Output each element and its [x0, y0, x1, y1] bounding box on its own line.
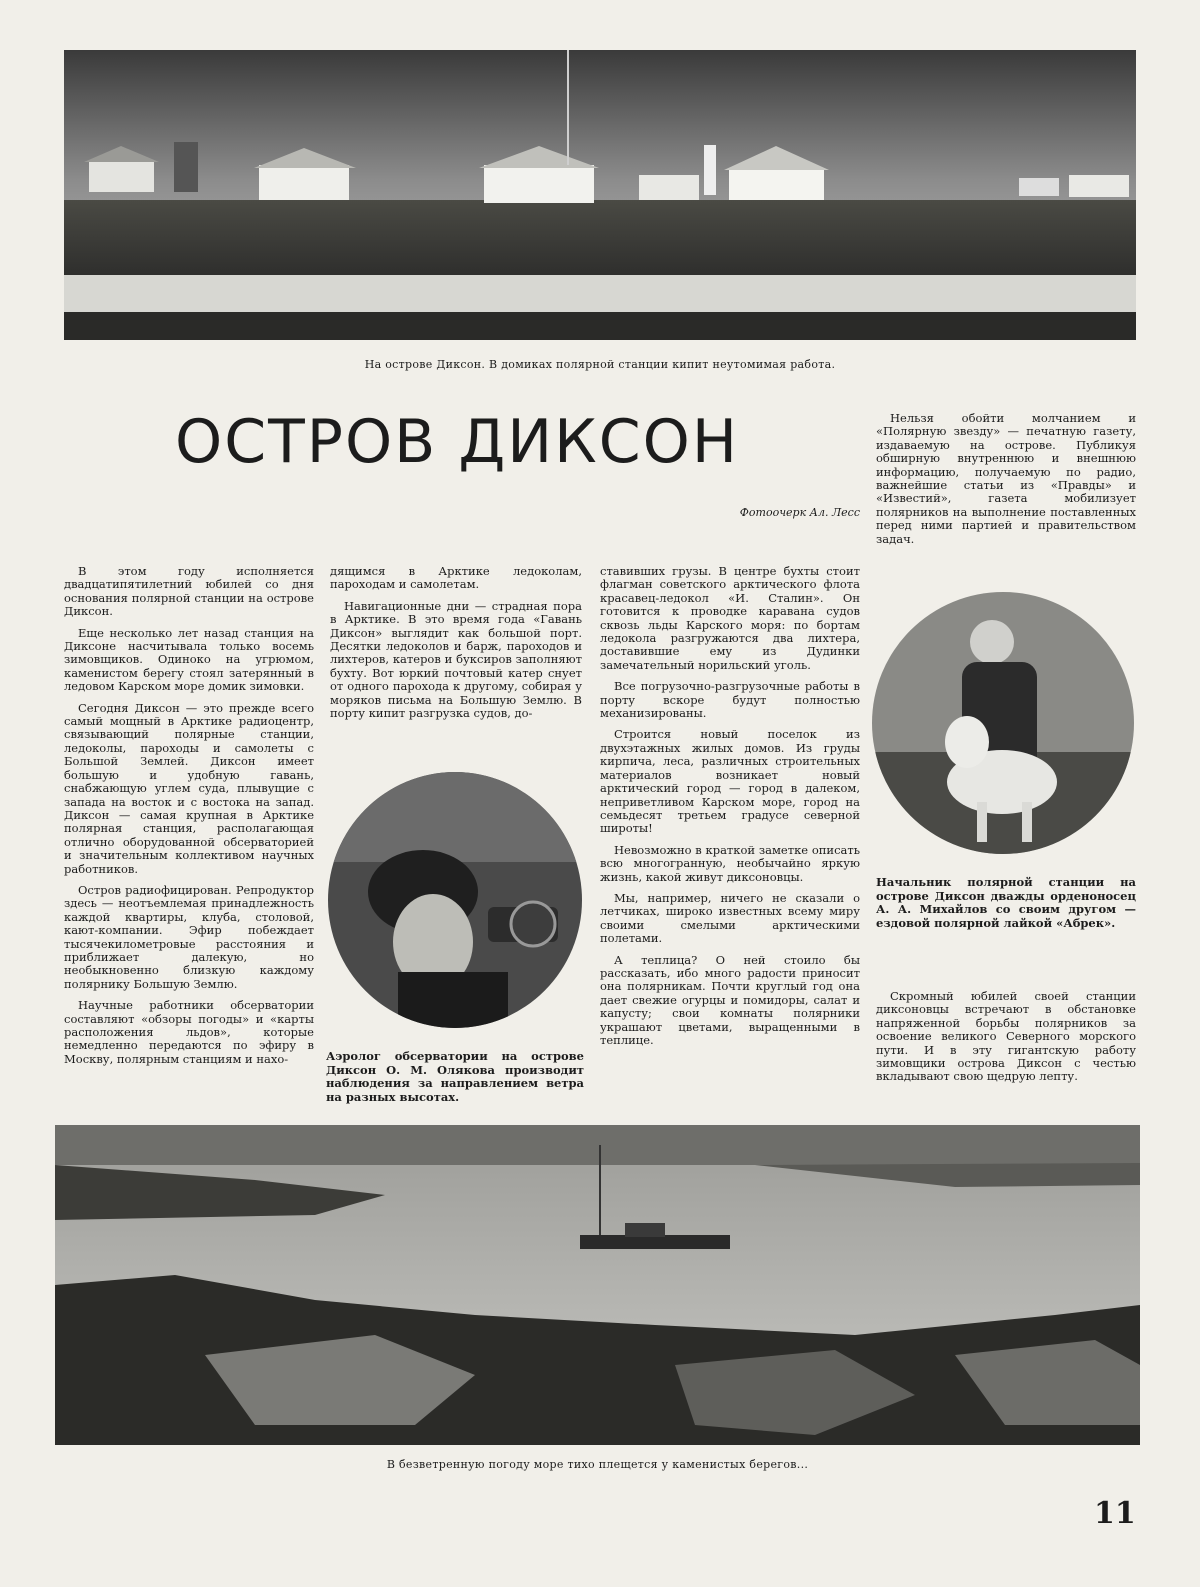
text-column-2	[330, 565, 582, 728]
paragraph: Мы, например, ничего не сказали о летчиках, широко известных всему миру своими смелыми арктическими полетами.	[600, 890, 860, 946]
text-column-1	[64, 565, 314, 1074]
paragraph: Нельзя обойти молчанием и «Полярную звезду» — печатную газету, издаваемую на острове. Публикуя обширную внутреннюю и внешнюю информацию, получаемую по радио, важнейшие статьи из «Правды» и «Известий», газета мобилизует полярников на выполнение поставленных перед ними партией и правительством задач.	[876, 411, 1136, 546]
chief-caption: Начальник полярной станции на острове Диксон дважды орденоносец А. А. Михайлов со своим другом — ездовой полярной лайкой «Абрек».	[876, 875, 1136, 930]
paragraph: ставивших грузы. В центре бухты стоит флагман советского арктического флота красавец-ледокол «И. Сталин». Он готовится к проводке каравана судов сквозь льды Карского моря: по бортам ледокола разгружаются два лихтера, доставившие ему из Дудинки замечательный норильский уголь.	[600, 564, 860, 672]
bay-with-ship-photo	[55, 1125, 1140, 1445]
aerologist-caption: Аэролог обсерватории на острове Диксон О. М. Олякова производит наблюдения за направлением ветра на разных высотах.	[326, 1049, 584, 1104]
paragraph: Остров радиофицирован. Репродуктор здесь — неотъемлемая принадлежность каждой квартиры, клуба, столовой, кают-компании. Эфир побеждает тысячекилометровые расстояния и приближает далекую, но необыкновенно близкую каждому полярнику Большую Землю.	[64, 882, 314, 991]
article-title: ОСТРОВ ДИКСОН	[175, 407, 740, 477]
paragraph: Научные работники обсерватории составляют «обзоры погоды» и «карты расположения льдов», которые немедленно передаются по эфиру в Москву, полярным станциям и нахо-	[64, 998, 314, 1066]
top-photo-caption: На острове Диксон. В домиках полярной станции кипит неутомимая работа.	[364, 358, 836, 371]
bottom-photo-caption: В безветренную погоду море тихо плещется у каменистых берегов...	[386, 1458, 809, 1471]
paragraph: Еще несколько лет назад станция на Диксоне насчитывала только восемь зимовщиков. Одиноко на угрюмом, каменистом берегу стоял затерянный в ледовом Карском море домик зимовки.	[64, 625, 314, 694]
byline: Фотоочерк Ал. Лесс	[739, 506, 860, 519]
paragraph: Все погрузочно-разгрузочные работы в порту вскоре будут полностью механизированы.	[600, 679, 860, 721]
paragraph: Навигационные дни — страдная пора в Арктике. В это время года «Гавань Диксон» выглядит как большой порт. Десятки ледоколов и барж, пароходов и лихтеров, катеров и буксиров заполняют бухту. Вот юркий почтовый катер снует от одного парохода к другому, собирая у моряков письма на Большую Землю. В порту кипит разгрузка судов, до-	[330, 598, 582, 721]
paragraph: В этом году исполняется двадцатипятилетний юбилей со дня основания полярной станции на острове Диксон.	[64, 564, 314, 619]
chief-with-husky-photo	[872, 592, 1134, 854]
page-number: 11	[1094, 1496, 1136, 1531]
text-column-4-bottom	[876, 990, 1136, 1092]
text-column-3	[600, 565, 860, 1055]
paragraph: Скромный юбилей своей станции диксоновцы встречают в обстановке напряженной борьбы полярников за освоение великого Северного морского пути. И в эту гигантскую работу зимовщики острова Диксон с честью вкладывают свою щедрую лепту.	[876, 989, 1136, 1084]
polar-station-photo	[64, 50, 1136, 340]
aerologist-photo	[328, 772, 582, 1028]
paragraph: дящимся в Арктике ледоколам, пароходам и самолетам.	[330, 564, 582, 592]
paragraph: Сегодня Диксон — это прежде всего самый мощный в Арктике радиоцентр, связывающий полярные станции, ледоколы, пароходы и самолеты с Большой Землей. Диксон имеет большую и удобную гавань, снабжающую углем суда, плывущие с запада на восток и с востока на запад. Диксон — самая крупная в Арктике полярная станция, располагающая отлично оборудованной обсерваторией и значительным коллективом научных работников.	[64, 700, 314, 876]
text-column-4-top	[876, 412, 1136, 554]
paragraph: Невозможно в краткой заметке описать всю многогранную, необычайно яркую жизнь, какой живут диксоновцы.	[600, 842, 860, 884]
paragraph: А теплица? О ней стоило бы рассказать, ибо много радости приносит она полярникам. Почти круглый год она дает свежие огурцы и помидоры, салат и капусту; свои комнаты полярники украшают цветами, выращенными в теплице.	[600, 952, 860, 1047]
paragraph: Строится новый поселок из двухэтажных жилых домов. Из груды кирпича, леса, различных строительных материалов возникает новый арктический город — город в далеком, неприветливом Карском море, город на семьдесят третьем градусе северной широты!	[600, 727, 860, 836]
